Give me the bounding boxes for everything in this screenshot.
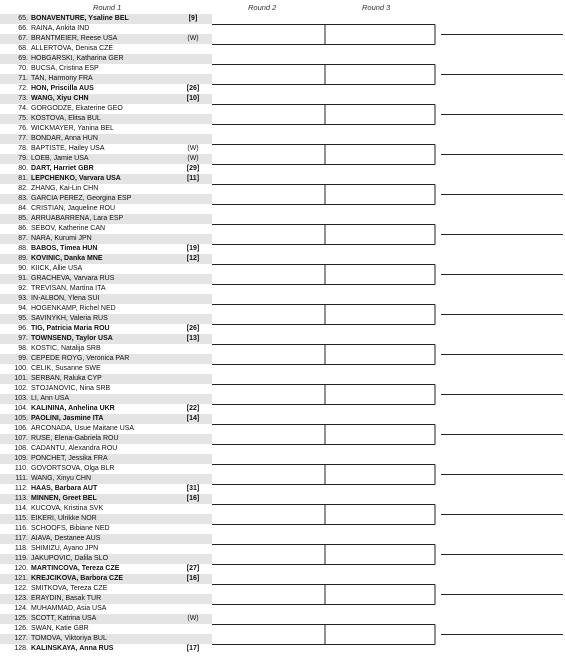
- seed-tag: [13]: [186, 335, 200, 342]
- draw-number: 112.: [14, 485, 28, 492]
- player-name: SERBAN, Raluka CYP: [31, 375, 102, 382]
- seed-tag: [26]: [186, 85, 200, 92]
- player-name: KALININA, Anhelina UKR: [31, 405, 115, 412]
- draw-number: 81.: [18, 175, 28, 182]
- draw-number: 108.: [14, 445, 28, 452]
- player-name: PAOLINI, Jasmine ITA: [31, 415, 104, 422]
- player-name: BAPTISTE, Hailey USA: [31, 145, 105, 152]
- player-name: MUHAMMAD, Asia USA: [31, 605, 107, 612]
- draw-number: 79.: [18, 155, 28, 162]
- draw-number: 124.: [14, 605, 28, 612]
- player-name: GRACHEVA, Varvara RUS: [31, 275, 115, 282]
- player-name: KOSTIC, Natalija SRB: [31, 345, 101, 352]
- player-name: SHIMIZU, Ayano JPN: [31, 545, 99, 552]
- draw-number: 107.: [14, 435, 28, 442]
- seed-tag: (W): [187, 615, 199, 622]
- draw-number: 72.: [18, 85, 28, 92]
- player-name: KREJCIKOVA, Barbora CZE: [31, 575, 124, 582]
- player-name: ZHANG, Kai-Lin CHN: [31, 185, 99, 192]
- player-name: ARRUABARRENA, Lara ESP: [31, 215, 124, 222]
- draw-number: 118.: [14, 545, 28, 552]
- player-name: STOJANOVIC, Nina SRB: [31, 385, 111, 392]
- draw-number: 91.: [18, 275, 28, 282]
- seed-tag: [14]: [186, 415, 200, 422]
- seed-tag: (W): [187, 155, 199, 162]
- player-name: AIAVA, Destanee AUS: [31, 535, 101, 542]
- player-name: MINNEN, Greet BEL: [31, 495, 97, 502]
- draw-number: 65.: [18, 15, 28, 22]
- draw-number: 69.: [18, 55, 28, 62]
- draw-number: 99.: [18, 355, 28, 362]
- draw-number: 98.: [18, 345, 28, 352]
- player-name: LI, Ann USA: [31, 395, 70, 402]
- draw-number: 109.: [14, 455, 28, 462]
- draw-number: 85.: [18, 215, 28, 222]
- player-name: BONDAR, Anna HUN: [31, 135, 98, 142]
- draw-number: 119.: [14, 555, 28, 562]
- draw-number: 106.: [14, 425, 28, 432]
- draw-number: 103.: [14, 395, 28, 402]
- player-name: KOSTOVA, Elitsa BUL: [31, 115, 101, 122]
- draw-number: 84.: [18, 205, 28, 212]
- draw-number: 87.: [18, 235, 28, 242]
- player-name: HOGENKAMP, Richel NED: [31, 305, 116, 312]
- draw-number: 93.: [18, 295, 28, 302]
- player-name: ERAYDIN, Basak TUR: [31, 595, 102, 602]
- player-name: CEPEDE ROYG, Veronica PAR: [31, 355, 130, 362]
- draw-number: 89.: [18, 255, 28, 262]
- draw-number: 71.: [18, 75, 28, 82]
- seed-tag: [26]: [186, 325, 200, 332]
- player-name: HAAS, Barbara AUT: [31, 485, 98, 492]
- player-name: HON, Priscilla AUS: [31, 85, 94, 92]
- player-name: ARCONADA, Usue Maitane USA: [31, 425, 135, 432]
- player-name: SCHOOFS, Bibiane NED: [31, 525, 110, 532]
- round2-header: Round 2: [248, 3, 277, 12]
- draw-number: 82.: [18, 185, 28, 192]
- player-name: BABOS, Timea HUN: [31, 245, 98, 252]
- player-name: GARCIA PEREZ, Georgina ESP: [31, 195, 132, 202]
- player-name: SEBOV, Katherine CAN: [31, 225, 106, 232]
- player-name: ALLERTOVA, Denisa CZE: [31, 45, 114, 52]
- player-name: WANG, Xiyu CHN: [31, 95, 89, 102]
- draw-number: 94.: [18, 305, 28, 312]
- draw-number: 88.: [18, 245, 28, 252]
- draw-number: 122.: [14, 585, 28, 592]
- seed-tag: [10]: [186, 95, 200, 102]
- player-name: KUCOVA, Kristina SVK: [31, 505, 104, 512]
- draw-number: 67.: [18, 35, 28, 42]
- player-name: TREVISAN, Martina ITA: [31, 285, 106, 292]
- player-name: RUSE, Elena-Gabriela ROU: [31, 435, 119, 442]
- seed-tag: [27]: [186, 565, 200, 572]
- draw-number: 95.: [18, 315, 28, 322]
- draw-number: 104.: [14, 405, 28, 412]
- player-name: CADANTU, Alexandra ROU: [31, 445, 118, 452]
- seed-tag: (W): [187, 145, 199, 152]
- draw-number: 116.: [14, 525, 28, 532]
- draw-number: 77.: [18, 135, 28, 142]
- draw-number: 126.: [14, 625, 28, 632]
- draw-number: 73.: [18, 95, 28, 102]
- draw-number: 92.: [18, 285, 28, 292]
- draw-number: 111.: [15, 475, 28, 482]
- seed-tag: (W): [187, 35, 199, 42]
- player-name: TOMOVA, Viktoriya BUL: [31, 635, 107, 642]
- draw-number: 76.: [18, 125, 28, 132]
- draw-number: 123.: [14, 595, 28, 602]
- seed-tag: [29]: [186, 165, 200, 172]
- seed-tag: [22]: [186, 405, 200, 412]
- draw-number: 70.: [18, 65, 28, 72]
- draw-number: 114.: [14, 505, 28, 512]
- draw-number: 127.: [14, 635, 28, 642]
- seed-tag: [16]: [186, 575, 200, 582]
- player-name: PONCHET, Jessika FRA: [31, 455, 108, 462]
- player-name: WANG, Xinyu CHN: [31, 475, 92, 482]
- player-name: JAKUPOVIC, Dalila SLO: [31, 555, 109, 562]
- seed-tag: [12]: [186, 255, 200, 262]
- draw-number: 125.: [14, 615, 28, 622]
- player-name: BONAVENTURE, Ysaline BEL: [31, 15, 129, 22]
- draw-number: 117.: [14, 535, 28, 542]
- seed-tag: [31]: [186, 485, 200, 492]
- round3-header: Round 3: [362, 3, 391, 12]
- player-name: SCOTT, Katrina USA: [31, 615, 97, 622]
- player-name: BRANTMEIER, Reese USA: [31, 35, 118, 42]
- draw-number: 101.: [14, 375, 28, 382]
- player-name: DART, Harriet GBR: [31, 165, 94, 172]
- draw-number: 128.: [14, 645, 28, 652]
- player-name: WICKMAYER, Yanina BEL: [31, 125, 114, 132]
- draw-number: 100.: [14, 365, 28, 372]
- player-name: HOBGARSKI, Katharina GER: [31, 55, 124, 62]
- draw-number: 78.: [18, 145, 28, 152]
- draw-number: 121.: [14, 575, 28, 582]
- player-name: LEPCHENKO, Varvara USA: [31, 175, 121, 182]
- player-name: IN-ALBON, Ylena SUI: [31, 295, 100, 302]
- draw-number: 120.: [14, 565, 28, 572]
- player-name: MARTINCOVA, Tereza CZE: [31, 565, 120, 572]
- player-name: KALINSKAYA, Anna RUS: [31, 645, 114, 652]
- draw-number: 110.: [14, 465, 28, 472]
- player-name: KOVINIC, Danka MNE: [31, 255, 103, 262]
- player-name: RAINA, Ankita IND: [31, 25, 90, 32]
- draw-number: 83.: [18, 195, 28, 202]
- player-name: CELIK, Susanne SWE: [31, 365, 101, 372]
- player-name: KIICK, Allie USA: [31, 265, 83, 272]
- seed-tag: [19]: [186, 245, 200, 252]
- player-name: SAVINYKH, Valeria RUS: [31, 315, 108, 322]
- draw-number: 86.: [18, 225, 28, 232]
- draw-number: 75.: [18, 115, 28, 122]
- seed-tag: [17]: [186, 645, 200, 652]
- draw-number: 96.: [18, 325, 28, 332]
- draw-number: 105.: [14, 415, 28, 422]
- player-name: LOEB, Jamie USA: [31, 155, 89, 162]
- player-name: GORGODZE, Ekaterine GEO: [31, 105, 123, 112]
- player-name: NARA, Kurumi JPN: [31, 235, 92, 242]
- draw-number: 90.: [18, 265, 28, 272]
- draw-number: 97.: [18, 335, 28, 342]
- player-name: CRISTIAN, Jaqueline ROU: [31, 205, 116, 212]
- draw-number: 113.: [14, 495, 28, 502]
- player-name: EIKERI, Ulrikke NOR: [31, 515, 97, 522]
- seed-tag: [16]: [186, 495, 200, 502]
- player-name: TOWNSEND, Taylor USA: [31, 335, 113, 342]
- seed-tag: [11]: [186, 175, 200, 182]
- seed-tag: [9]: [188, 15, 198, 22]
- draw-number: 80.: [18, 165, 28, 172]
- draw-number: 102.: [14, 385, 28, 392]
- player-name: SWAN, Katie GBR: [31, 625, 89, 632]
- player-name: SMITKOVA, Tereza CZE: [31, 585, 108, 592]
- player-name: TIG, Patricia Maria ROU: [31, 325, 110, 332]
- draw-number: 66.: [18, 25, 28, 32]
- player-name: TAN, Harmony FRA: [31, 75, 93, 82]
- draw-number: 74.: [18, 105, 28, 112]
- draw-number: 68.: [18, 45, 28, 52]
- player-name: BUCSA, Cristina ESP: [31, 65, 99, 72]
- player-name: GOVORTSOVA, Olga BLR: [31, 465, 115, 472]
- draw-number: 115.: [14, 515, 28, 522]
- round1-header: Round 1: [93, 3, 122, 12]
